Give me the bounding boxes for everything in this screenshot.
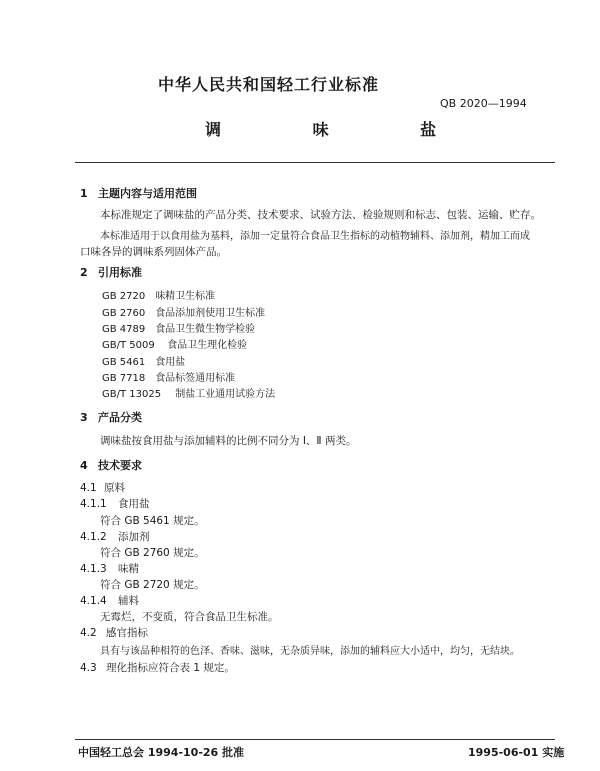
subsection-title: 食用盐 — [118, 498, 150, 510]
standard-category-title: 中华人民共和国轻工行业标准 — [158, 75, 380, 94]
subsection-number: 4.1.2 — [80, 531, 107, 543]
subsection-4-3 — [80, 660, 235, 675]
subsection-number: 4.3 — [80, 662, 97, 674]
subsection-number: 4.2 — [80, 627, 97, 639]
subsection-number: 4.1 — [80, 482, 97, 494]
subsection-4-1-2 — [80, 529, 150, 544]
reference-title: 食品添加剂使用卫生标准 — [155, 308, 266, 319]
reference-code: GB 7718 — [102, 373, 146, 384]
section-3-paragraph: 调味盐按食用盐与添加辅料的比例不同分为 Ⅰ、Ⅱ 两类。 — [100, 435, 357, 447]
section-4-heading — [80, 457, 142, 473]
reference-title: 食品标签通用标准 — [155, 373, 236, 384]
document-title: 调 味 盐 — [205, 120, 467, 139]
section-number: 1 — [80, 187, 88, 200]
section-1-paragraph-2-line-1: 本标准适用于以食用盐为基料，添加一定量符合食品卫生指标的动植物辅料、添加剂，精加工而成 — [100, 231, 530, 242]
reference-item — [102, 304, 265, 319]
reference-code: GB 5461 — [102, 357, 146, 368]
subsection-4-1-3-text: 符合 GB 2720 规定。 — [100, 579, 205, 591]
reference-item — [102, 287, 215, 302]
reference-code: GB/T 5009 — [102, 340, 155, 351]
implementation-date: 1995-06-01 实施 — [468, 746, 565, 759]
subsection-4-1-1 — [80, 496, 150, 511]
section-3-heading — [80, 409, 142, 425]
subsection-title: 理化指标应符合表 1 规定。 — [106, 662, 235, 674]
section-title: 主题内容与适用范围 — [98, 187, 197, 200]
subsection-4-1-4-text: 无霉烂，不变质，符合食品卫生标准。 — [100, 611, 279, 623]
footer-divider — [75, 739, 555, 740]
section-title: 产品分类 — [98, 411, 142, 424]
subsection-4-1-3 — [80, 561, 139, 576]
reference-code: GB 2720 — [102, 291, 146, 302]
approval-note: 中国轻工总会 1994-10-26 批准 — [78, 746, 245, 759]
subsection-number: 4.1.4 — [80, 595, 107, 607]
subsection-4-2 — [80, 625, 148, 640]
reference-title: 食品卫生微生物学检验 — [155, 324, 256, 335]
reference-item — [102, 369, 235, 384]
subsection-4-1-4 — [80, 593, 139, 608]
subsection-number: 4.1.3 — [80, 563, 107, 575]
section-2-heading — [80, 264, 142, 280]
section-1-paragraph-1: 本标准规定了调味盐的产品分类、技术要求、试验方法、检验规则和标志、包装、运输、贮存。 — [100, 209, 541, 221]
subsection-title: 感官指标 — [106, 627, 148, 639]
subsection-4-1 — [80, 480, 125, 495]
standard-code: QB 2020—1994 — [440, 97, 527, 110]
subsection-4-1-2-text: 符合 GB 2760 规定。 — [100, 547, 205, 559]
reference-code: GB 2760 — [102, 308, 146, 319]
subsection-title: 辅料 — [118, 595, 139, 607]
section-number: 2 — [80, 266, 88, 279]
reference-item — [102, 336, 247, 351]
header-divider — [75, 162, 555, 163]
section-number: 3 — [80, 411, 88, 424]
reference-code: GB/T 13025 — [102, 389, 162, 400]
subsection-title: 添加剂 — [118, 531, 150, 543]
subsection-title: 原料 — [104, 482, 125, 494]
reference-code: GB 4789 — [102, 324, 146, 335]
subsection-4-1-1-text: 符合 GB 5461 规定。 — [100, 515, 205, 527]
subsection-title: 味精 — [118, 563, 139, 575]
reference-title: 食用盐 — [155, 357, 186, 368]
section-1-heading — [80, 185, 197, 201]
section-title: 引用标准 — [98, 266, 142, 279]
section-title: 技术要求 — [98, 459, 142, 472]
reference-item — [102, 385, 275, 400]
reference-item — [102, 353, 185, 368]
reference-title: 食品卫生理化检验 — [167, 340, 248, 351]
subsection-4-2-text: 具有与该品种相符的色泽、香味、滋味，无杂质异味，添加的辅料应大小适中，均匀，无结块。 — [100, 646, 520, 657]
reference-item — [102, 320, 255, 335]
reference-title: 制盐工业通用试验方法 — [175, 389, 276, 400]
subsection-number: 4.1.1 — [80, 498, 107, 510]
reference-title: 味精卫生标准 — [155, 291, 216, 302]
section-number: 4 — [80, 459, 88, 472]
section-1-paragraph-2-line-2: 口味各异的调味系列固体产品。 — [80, 246, 227, 258]
